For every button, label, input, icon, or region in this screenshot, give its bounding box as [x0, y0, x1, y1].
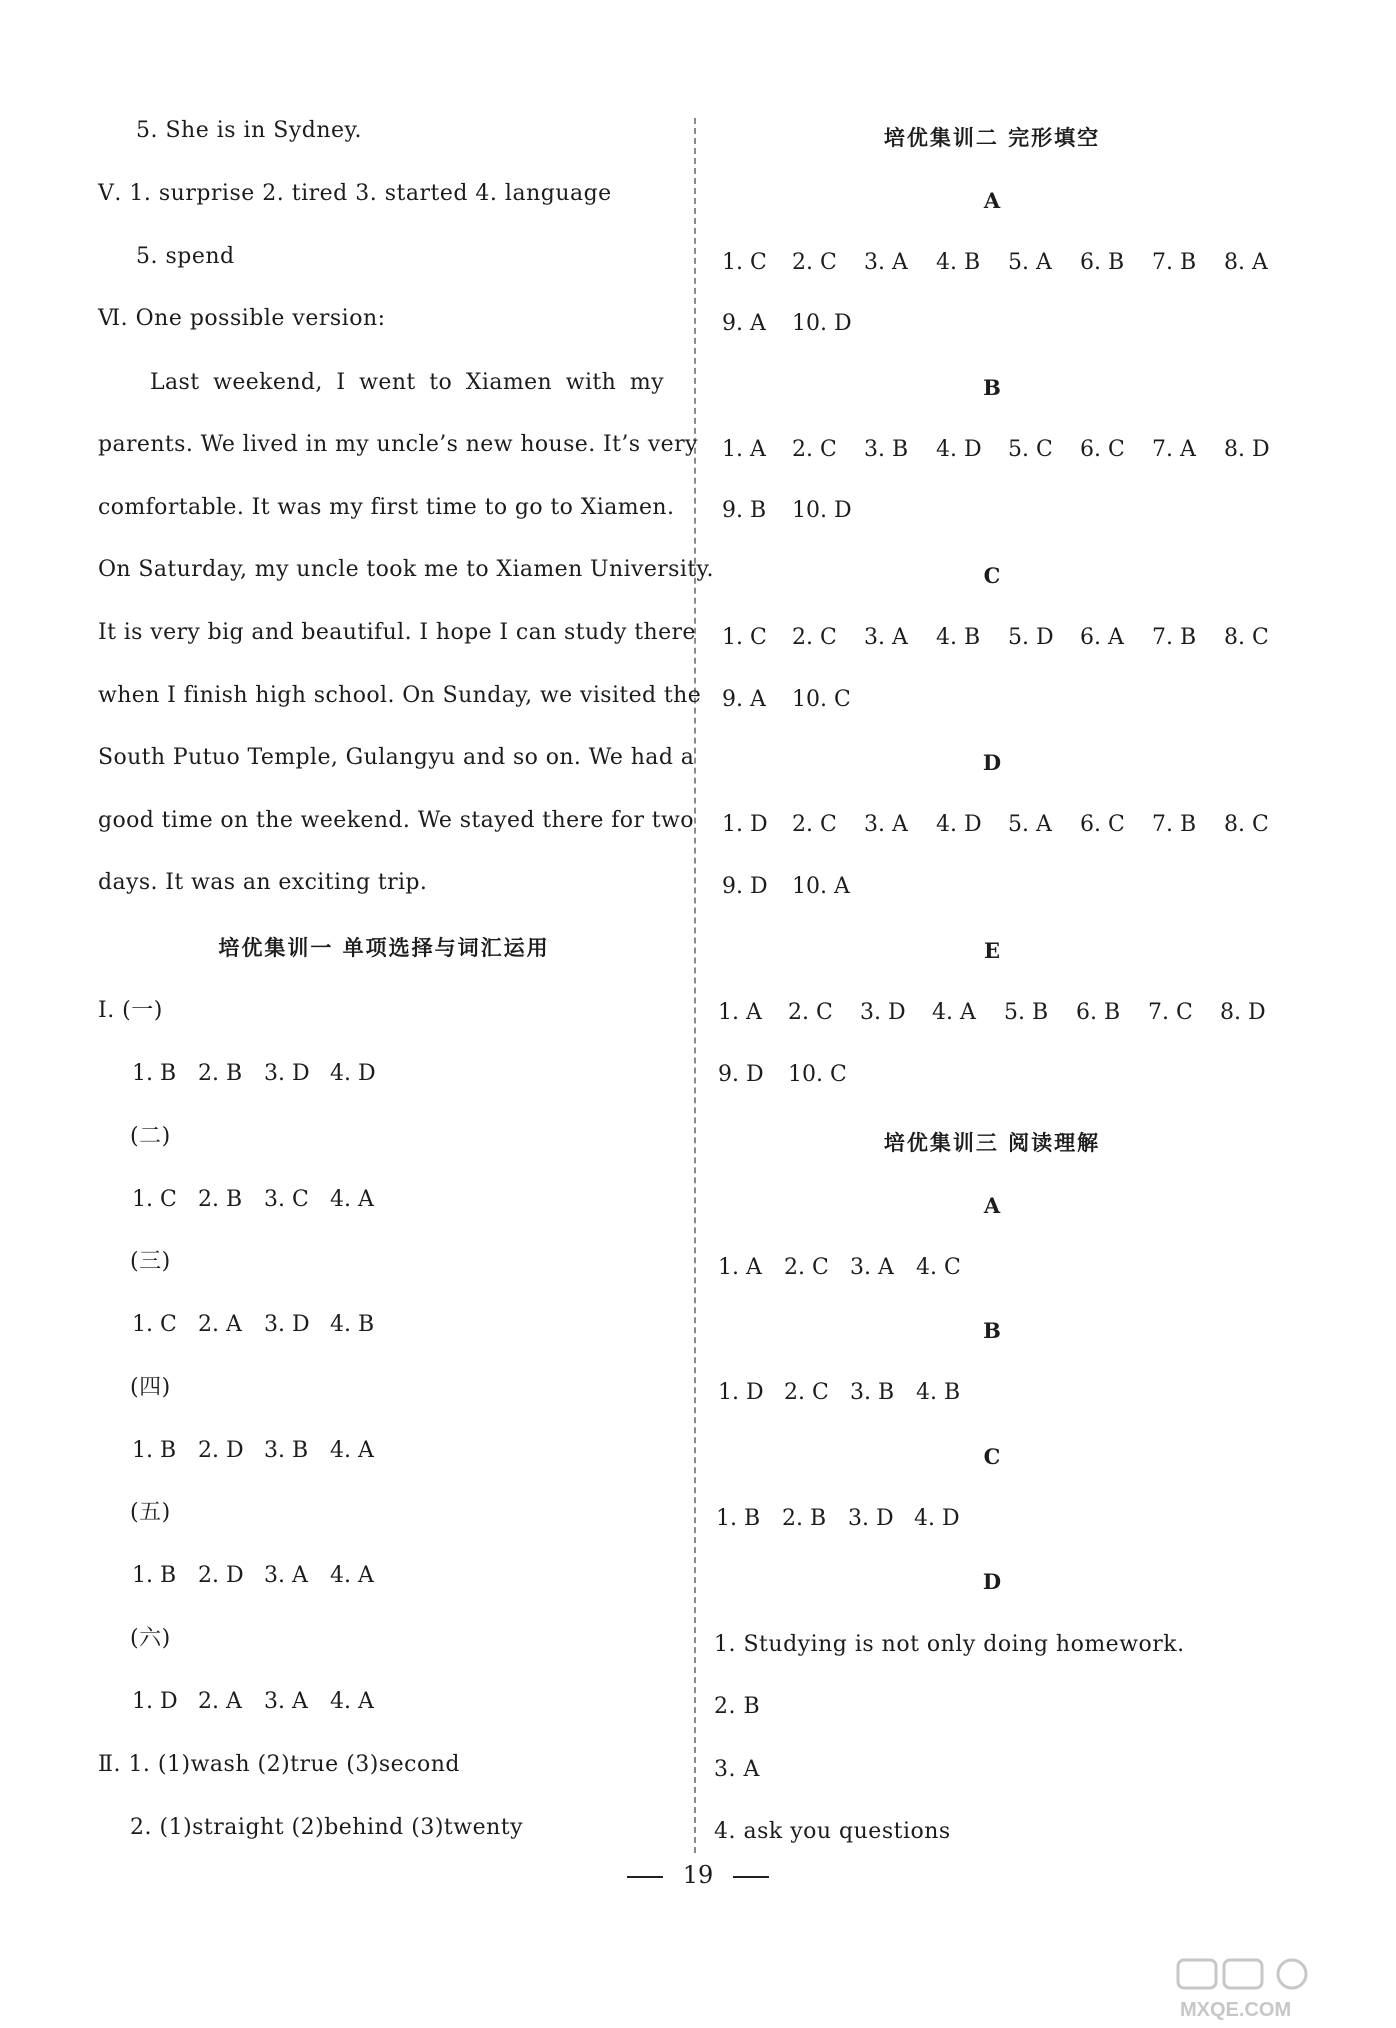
- answer-line: 2. (1)straight (2)behind (3)twenty: [130, 1815, 524, 1840]
- answer-row: [712, 1379, 1272, 1407]
- answer-row: [98, 1186, 670, 1214]
- answer: 8. C: [1224, 812, 1269, 837]
- answer: 4. D: [914, 1506, 960, 1531]
- answer: 4. C: [916, 1255, 961, 1280]
- answer: 1. B: [716, 1506, 761, 1531]
- answer: 6. A: [1080, 625, 1124, 650]
- answer: 8. C: [1224, 625, 1269, 650]
- answer: 1. B: [132, 1438, 177, 1463]
- essay-line: parents. We lived in my uncle’s new house. It’s very: [98, 432, 698, 457]
- passage-label: A: [983, 188, 1001, 213]
- answer: 10. A: [792, 874, 850, 899]
- answer: 9. A: [722, 311, 766, 336]
- answer: 2. D: [198, 1563, 244, 1588]
- answer: 2. C: [784, 1255, 829, 1280]
- answer: 4. A: [330, 1689, 374, 1714]
- essay-line: days. It was an exciting trip.: [98, 870, 428, 895]
- answer-row: [712, 811, 1272, 839]
- answer: 3. B: [850, 1380, 895, 1405]
- answer: 6. C: [1080, 812, 1125, 837]
- answer: 2. A: [198, 1312, 242, 1337]
- answer-row: [712, 310, 1272, 338]
- answer: 8. A: [1224, 250, 1268, 275]
- answer: 1. C: [132, 1312, 177, 1337]
- answer: 5. B: [1004, 1000, 1049, 1025]
- answer: 4. A: [932, 1000, 976, 1025]
- answer: 3. A: [864, 812, 908, 837]
- answer: 6. B: [1080, 250, 1125, 275]
- answer: 3. B: [264, 1438, 309, 1463]
- dash-left: [627, 1876, 663, 1878]
- passage-label: C: [983, 563, 1001, 588]
- answer: 4. A: [330, 1438, 374, 1463]
- answer-row: [712, 686, 1272, 714]
- answer: 10. D: [792, 311, 852, 336]
- group-label: (四): [130, 1375, 171, 1400]
- answer: 5. A: [1008, 812, 1052, 837]
- answer: 3. D: [860, 1000, 906, 1025]
- answer: 6. C: [1080, 437, 1125, 462]
- answer: 3. D: [264, 1312, 310, 1337]
- answer-row: [712, 249, 1272, 277]
- answer-line: 2. B: [714, 1694, 761, 1719]
- answer: 3. A: [264, 1689, 308, 1714]
- answer: 1. B: [132, 1061, 177, 1086]
- answer-row: [712, 1505, 1272, 1533]
- answer-row: [98, 1311, 670, 1339]
- answer-row: [712, 1061, 1272, 1089]
- answer: 2. C: [792, 437, 837, 462]
- group-label: (三): [130, 1249, 171, 1274]
- watermark-logo: [1172, 1956, 1382, 2022]
- passage-label: A: [983, 1193, 1001, 1218]
- answer: 1. A: [718, 1000, 762, 1025]
- answer: 3. D: [264, 1061, 310, 1086]
- answer-line: 5. spend: [136, 244, 235, 269]
- answer: 8. D: [1220, 1000, 1266, 1025]
- answer: 4. B: [330, 1312, 375, 1337]
- answer: 8. D: [1224, 437, 1270, 462]
- essay-line: South Putuo Temple, Gulangyu and so on. We had a: [98, 745, 695, 770]
- answer: 2. A: [198, 1689, 242, 1714]
- answer: 1. C: [722, 625, 767, 650]
- answer: 5. A: [1008, 250, 1052, 275]
- answer: 1. D: [718, 1380, 764, 1405]
- answer-row: [712, 624, 1272, 652]
- answer-row: [712, 999, 1272, 1027]
- answer: 7. B: [1152, 625, 1197, 650]
- answer-line: Ⅴ. 1. surprise 2. tired 3. started 4. language: [98, 181, 612, 206]
- answer: 4. D: [936, 437, 982, 462]
- answer-row: [712, 436, 1272, 464]
- answer: 9. A: [722, 687, 766, 712]
- answer-row: [98, 1437, 670, 1465]
- page-number: [0, 1860, 1396, 1890]
- answer: 5. C: [1008, 437, 1053, 462]
- answer-line: 1. Studying is not only doing homework.: [714, 1632, 1185, 1657]
- answer: 9. D: [722, 874, 768, 899]
- answer-row: [712, 497, 1272, 525]
- answer: 5. D: [1008, 625, 1054, 650]
- answer: 4. A: [330, 1187, 374, 1212]
- answer: 4. B: [916, 1380, 961, 1405]
- essay-line: It is very big and beautiful. I hope I can study there: [98, 620, 696, 645]
- answer: 10. C: [792, 687, 851, 712]
- answer: 1. A: [718, 1255, 762, 1280]
- answer: 2. C: [792, 250, 837, 275]
- section-heading: 培优集训三 阅读理解: [883, 1131, 1101, 1155]
- passage-label: C: [983, 1444, 1001, 1469]
- answer: 1. D: [722, 812, 768, 837]
- answer: 2. C: [784, 1380, 829, 1405]
- section-heading: 培优集训二 完形填空: [883, 126, 1101, 150]
- passage-label: D: [982, 1569, 1002, 1594]
- answer: 1. C: [722, 250, 767, 275]
- answer-line: Ⅱ. 1. (1)wash (2)true (3)second: [98, 1752, 460, 1777]
- answer: 7. A: [1152, 437, 1196, 462]
- essay-line: comfortable. It was my first time to go to Xiamen.: [98, 495, 675, 520]
- section-heading: 培优集训一 单项选择与词汇运用: [218, 936, 550, 960]
- passage-label: B: [983, 375, 1001, 400]
- watermark-logo-icon: [1172, 1956, 1382, 2022]
- answer-line: 3. A: [714, 1757, 760, 1782]
- answer: 2. B: [198, 1061, 243, 1086]
- answer-line: 4. ask you questions: [714, 1819, 951, 1844]
- answer: 4. A: [330, 1563, 374, 1588]
- answer: 2. C: [792, 812, 837, 837]
- answer-row: [98, 1562, 670, 1590]
- answer: 2. B: [198, 1187, 243, 1212]
- essay-line: Last weekend, I went to Xiamen with my: [150, 370, 664, 395]
- answer: 1. C: [132, 1187, 177, 1212]
- page-number-text: 19: [682, 1861, 714, 1889]
- answer: 2. B: [782, 1506, 827, 1531]
- answer-row: [712, 873, 1272, 901]
- answer: 3. A: [850, 1255, 894, 1280]
- answer: 7. C: [1148, 1000, 1193, 1025]
- watermark-text: MXQE.COM: [1180, 1999, 1292, 2021]
- answer: 4. B: [936, 250, 981, 275]
- answer: 10. C: [788, 1062, 847, 1087]
- answer: 4. D: [330, 1061, 376, 1086]
- part-label: Ⅰ. (一): [98, 998, 163, 1023]
- answer: 6. B: [1076, 1000, 1121, 1025]
- answer: 3. A: [864, 250, 908, 275]
- answer: 3. B: [864, 437, 909, 462]
- column-divider: [694, 118, 696, 1853]
- answer: 2. C: [792, 625, 837, 650]
- answer: 1. D: [132, 1689, 178, 1714]
- answer-row: [712, 1254, 1272, 1282]
- group-label: (五): [130, 1500, 171, 1525]
- answer: 3. A: [264, 1563, 308, 1588]
- section-label: Ⅵ. One possible version:: [98, 306, 386, 331]
- answer: 1. B: [132, 1563, 177, 1588]
- answer-row: [98, 1060, 670, 1088]
- answer: 10. D: [792, 498, 852, 523]
- group-label: (六): [130, 1626, 171, 1651]
- dash-right: [733, 1876, 769, 1878]
- passage-label: D: [982, 750, 1002, 775]
- answer: 3. C: [264, 1187, 309, 1212]
- answer: 3. A: [864, 625, 908, 650]
- answer: 7. B: [1152, 250, 1197, 275]
- answer: 4. B: [936, 625, 981, 650]
- answer: 9. B: [722, 498, 767, 523]
- answer: 4. D: [936, 812, 982, 837]
- passage-label: B: [983, 1318, 1001, 1343]
- answer: 2. C: [788, 1000, 833, 1025]
- answer: 2. D: [198, 1438, 244, 1463]
- answer: 7. B: [1152, 812, 1197, 837]
- essay-line: On Saturday, my uncle took me to Xiamen University.: [98, 557, 714, 582]
- essay-line: good time on the weekend. We stayed there for two: [98, 808, 694, 833]
- answer-row: [98, 1688, 670, 1716]
- group-label: (二): [130, 1124, 171, 1149]
- essay-line: when I finish high school. On Sunday, we visited the: [98, 683, 702, 708]
- answer-line: 5. She is in Sydney.: [136, 118, 363, 143]
- answer: 1. A: [722, 437, 766, 462]
- passage-label: E: [983, 938, 1000, 963]
- answer: 3. D: [848, 1506, 894, 1531]
- answer: 9. D: [718, 1062, 764, 1087]
